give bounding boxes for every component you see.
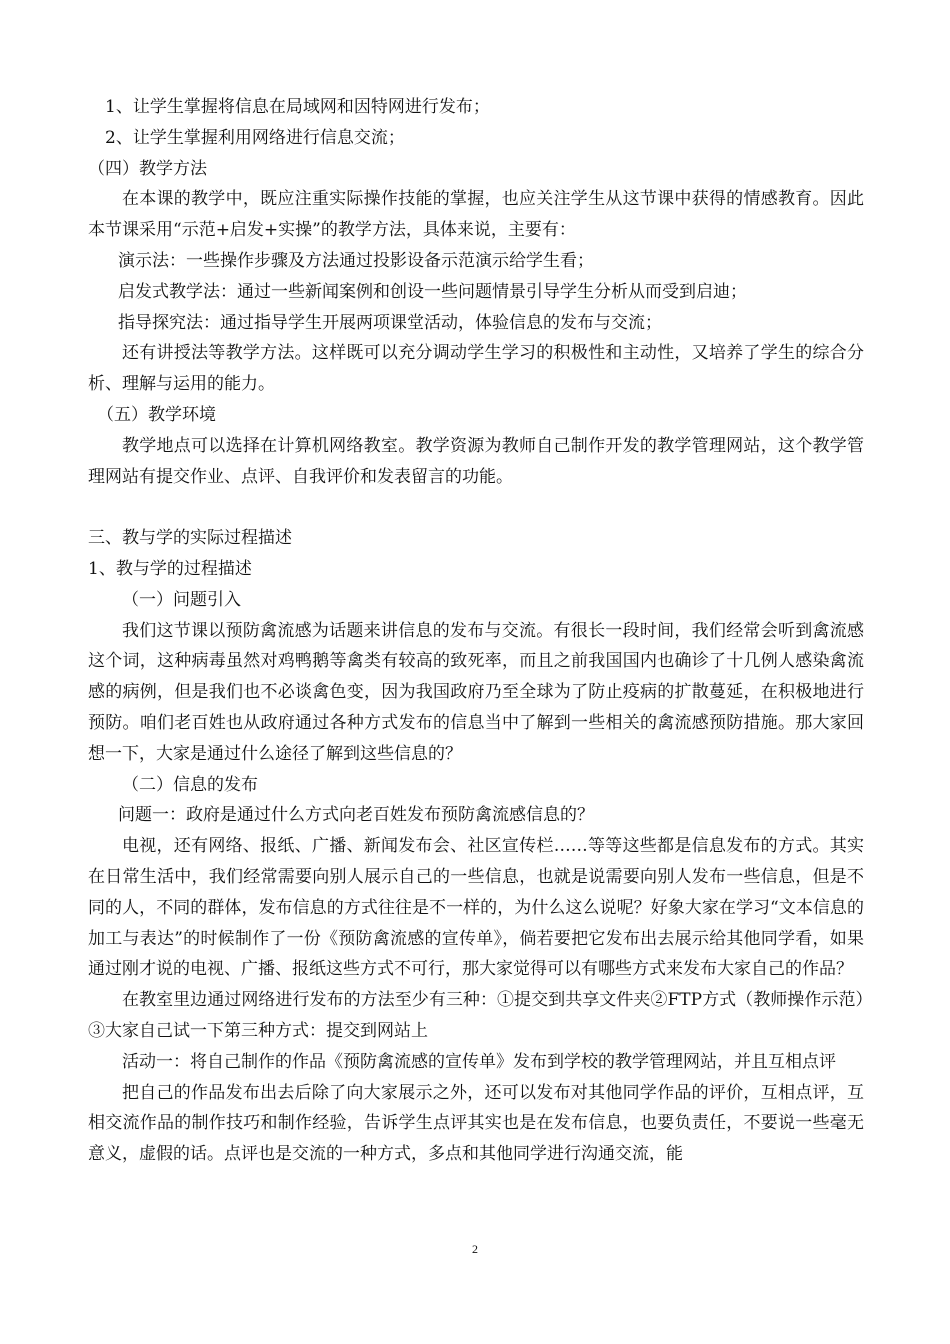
document-body	[88, 92, 864, 1170]
objective-2: 2、让学生掌握利用网络进行信息交流；	[105, 127, 405, 148]
paragraph-publishing-methods: 电视，还有网络、报纸、广播、新闻发布会、社区宣传栏……等等这些都是信息发布的方式。其实在日常生活中，我们经常需要向别人展示自己的一些信息，也就是说需要向别人发布一些信息，但是不同的人，不同的群体，发布信息的方式往往是不一样的，为什么这么说呢？好象大家在学习“文本信息的加工与表达”的时候制作了一份《预防禽流感的宣传单》，倘若要把它发布出去展示给其他同学看，如果通过刚才说的电视、广播、报纸这些方式不可行，那大家觉得可以有哪些方式来发布大家自己的作品？	[88, 836, 864, 980]
heading-information-publishing: （二）信息的发布	[122, 774, 258, 795]
heading-section-three: 三、教与学的实际过程描述	[88, 528, 292, 549]
heading-process-description: 1、教与学的过程描述	[88, 558, 252, 579]
question-one: 问题一：政府是通过什么方式向老百姓发布预防禽流感信息的？	[118, 805, 594, 826]
method-demonstration: 演示法：一些操作步骤及方法通过投影设备示范演示给学生看；	[118, 250, 594, 271]
objective-1: 1、让学生掌握将信息在局域网和因特网进行发布；	[105, 97, 490, 117]
paragraph-environment: 教学地点可以选择在计算机网络教室。教学资源为教师自己制作开发的教学管理网站，这个教学管理网站有提交作业、点评、自我评价和发表留言的功能。	[88, 435, 864, 487]
blank-line	[88, 492, 864, 523]
heading-teaching-environment: （五）教学环境	[97, 404, 216, 425]
paragraph-network-publishing: 在教室里边通过网络进行发布的方法至少有三种：①提交到共享文件夹②FTP方式（教师操作示范）③大家自己试一下第三种方式：提交到网站上	[88, 990, 864, 1041]
method-guided-inquiry: 指导探究法：通过指导学生开展两项课堂活动，体验信息的发布与交流；	[118, 312, 662, 333]
paragraph-methods-summary: 还有讲授法等教学方法。这样既可以充分调动学生学习的积极性和主动性，又培养了学生的综合分析、理解与运用的能力。	[88, 343, 864, 395]
heading-teaching-methods: （四）教学方法	[88, 158, 207, 179]
paragraph-activity-one: 活动一：将自己制作的作品《预防禽流感的宣传单》发布到学校的教学管理网站，并且互相点评	[122, 1051, 836, 1072]
paragraph-methods-intro: 在本课的教学中，既应注重实际操作技能的掌握，也应关注学生从这节课中获得的情感教育。因此本节课采用“示范+启发+实操”的教学方法，具体来说，主要有：	[88, 189, 864, 241]
page-number: 2	[472, 1242, 478, 1256]
method-heuristic: 启发式教学法：通过一些新闻案例和创设一些问题情景引导学生分析从而受到启迪；	[118, 281, 747, 302]
paragraph-bird-flu-topic: 我们这节课以预防禽流感为话题来讲信息的发布与交流。有很长一段时间，我们经常会听到禽流感这个词，这种病毒虽然对鸡鸭鹅等禽类有较高的致死率，而且之前我国国内也确诊了十几例人感染禽流感的病例，但是我们也不必谈禽色变，因为我国政府乃至全球为了防止疫病的扩散蔓延，在积极地进行预防。咱们老百姓也从政府通过各种方式发布的信息当中了解到一些相关的禽流感预防措施。那大家回想一下，大家是通过什么途径了解到这些信息的？	[88, 620, 864, 764]
heading-problem-introduction: （一）问题引入	[122, 589, 241, 610]
paragraph-peer-review: 把自己的作品发布出去后除了向大家展示之外，还可以发布对其他同学作品的评价，互相点评，互相交流作品的制作技巧和制作经验，告诉学生点评其实也是在发布信息，也要负责任，不要说一些毫无意义，虚假的话。点评也是交流的一种方式，多点和其他同学进行沟通交流，能	[88, 1082, 864, 1165]
